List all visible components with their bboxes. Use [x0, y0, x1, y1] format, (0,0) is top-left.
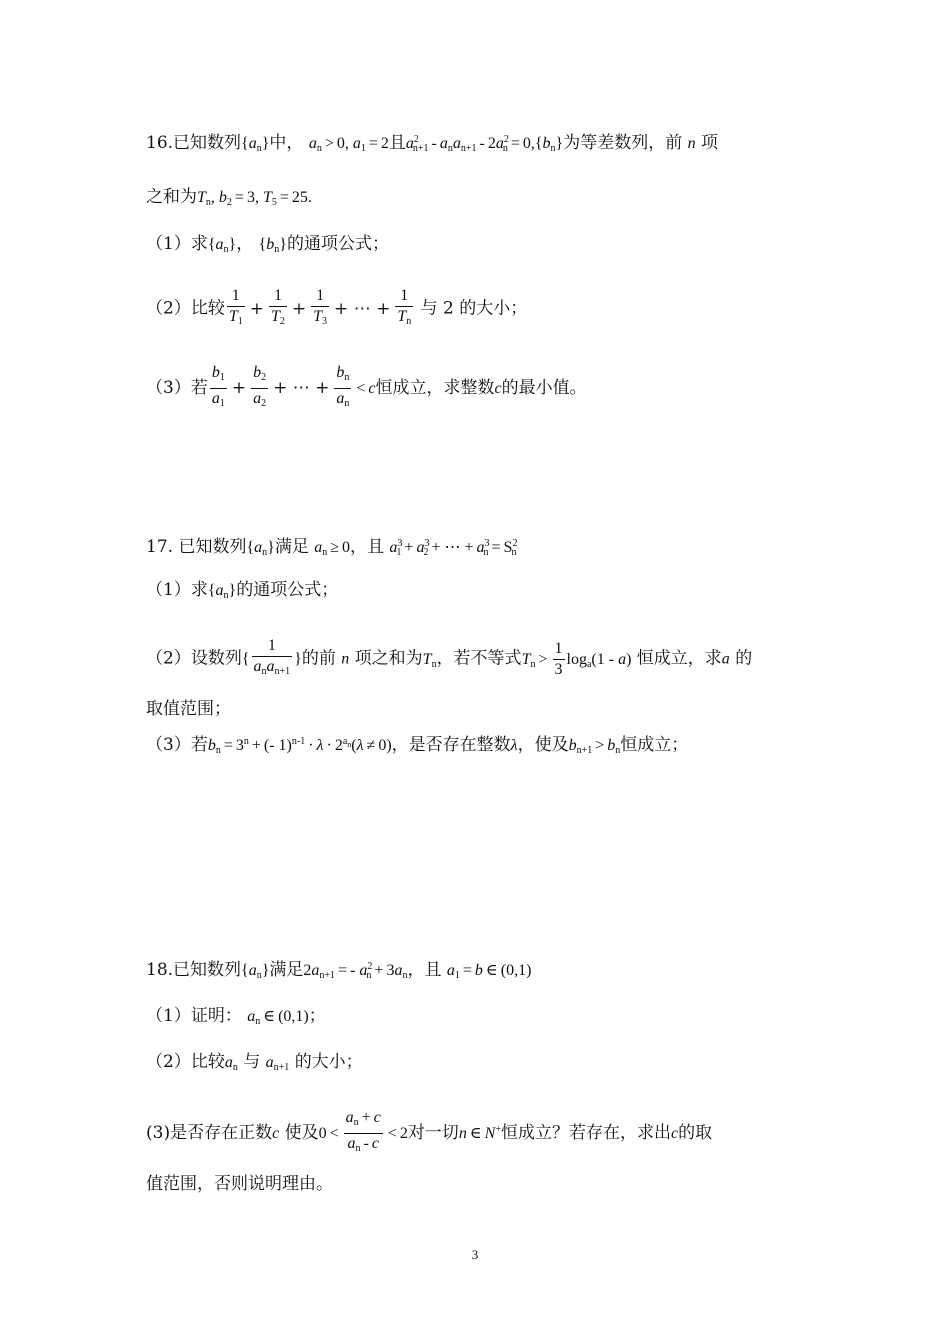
part-text: ； [308, 1006, 326, 1026]
part-text: ，若不等式 [436, 648, 522, 669]
math-fraction: $\frac{1}{a_na_{n+1}}$ [253, 637, 291, 677]
math-n-in-N: n ∈ N+ [458, 1124, 501, 1142]
part-text: 的通项公式； [286, 234, 389, 254]
part-text: 恒成立？若存在，求出 [500, 1123, 671, 1143]
q16-part1 [146, 232, 811, 262]
q17-stem-text: 17. 已知数列 [146, 537, 247, 557]
math-lambda: λ [510, 737, 518, 754]
math-fraction: $\frac{1}{3}$ [554, 639, 563, 678]
math-seq-an: $\{a_n\}$ [241, 135, 270, 154]
q16-stem-text: 之和为 [146, 187, 197, 207]
math-recurrence: $a^2_{n+1} - a_na_{n+1} - 2a^2_n = 0,\{b_n\}$ [405, 134, 564, 154]
math-c: c [670, 1125, 679, 1142]
q17-stem-text: 满足 [274, 537, 309, 557]
q18-part1 [146, 1004, 811, 1034]
q18-stem [146, 955, 811, 988]
part-text: 的取 [678, 1123, 713, 1143]
part-text: 恒成立，求 [636, 648, 722, 669]
math-fraction: $\frac{1}{T_1}$ [228, 287, 243, 327]
math-condition: $a_n > 0$, $a_1 = 2$ [308, 135, 389, 154]
q18-part3 [146, 1108, 811, 1159]
math-recurrence: $2a_{n+1}$ = - $a^2_n + 3a_n$ [303, 961, 408, 981]
math-an1: $a_{n+1}$ [265, 1054, 290, 1073]
math-fraction: $\frac{a_n + c}{a_n - c}$ [345, 1109, 381, 1154]
part-text: 的通项公式； [236, 580, 339, 600]
math-fraction: $\frac{b_1}{a_1}$ [211, 364, 225, 409]
math-tn: $T_n$ [422, 650, 437, 670]
part-text: 恒成立，求整数 [375, 378, 495, 398]
q16-part3: （3）若 $\frac{b_1}{a_1}$ + $\frac{b_2}{a_2}$ + ⋯ + $\frac{b_n}{a_n}$ < c恒成立，求整数c的最小值。 [146, 363, 811, 414]
part-text: 的 [735, 648, 753, 669]
q17-stem-text: ，且 [350, 537, 385, 557]
q18-part2 [146, 1050, 811, 1080]
q16-stem-text: 为等差数列，前 [563, 133, 683, 153]
part-text: 恒成立； [620, 735, 689, 755]
part-text: （1）求 [146, 234, 208, 254]
math-a: a [721, 650, 730, 668]
part-text: （1）证明： [146, 1006, 242, 1026]
q18-stem-text: ，且 [407, 960, 442, 980]
part-text: ，使及 [517, 735, 569, 755]
q17-part2-cont [146, 697, 811, 721]
math-c: c [494, 380, 502, 397]
math-n: n [687, 135, 696, 152]
part-text: (3)是否存在正数 [146, 1123, 273, 1143]
part-text: 与 2 的大小； [420, 298, 528, 319]
part-text: 的前 [301, 648, 336, 669]
q16-stem-text: 且 [388, 133, 406, 153]
q17-part3 [146, 730, 811, 763]
q16-part2: （2）比较 $\frac{1}{T_1}$ + $\frac{1}{T_2}$ + $\frac{1}{T_3}$ + ⋯ + $\frac{1}{T_n}$ 与 2 的大小； [146, 286, 811, 332]
part-text: （2）比较 [146, 298, 225, 319]
math-seq-bn: $\{b_n\}$ [258, 236, 287, 255]
q17-part1 [146, 578, 811, 608]
math-fraction: $\frac{1}{T_2}$ [270, 287, 285, 327]
part-text: （3）若 [146, 735, 208, 755]
part-text: ， [236, 234, 254, 254]
math-lt-c: < c [356, 380, 376, 397]
math-fraction: $\frac{1}{T_n}$ [397, 287, 412, 327]
math-an-nonneg: $a_n \ge 0$ [314, 539, 351, 558]
part-text: （2）比较 [146, 1052, 225, 1072]
q16-stem-text: 16.已知数列 [146, 133, 242, 153]
math-seq-an: $\{a_n\}$ [241, 962, 270, 981]
math-fraction: $\frac{b_2}{a_2}$ [253, 364, 267, 409]
math-an-interval: $a_n$ ∈ (0,1) [247, 1008, 309, 1027]
math-seq-an: $\{a_n\}$ [207, 236, 237, 255]
math-fraction: $\frac{b_n}{a_n}$ [336, 364, 350, 409]
math-an: $a_n$ [224, 1054, 238, 1073]
math-bn-ineq: $b_{n+1} > b_n$ [568, 737, 621, 756]
part-text: （3）若 [146, 378, 208, 398]
part-text: 取值范围； [146, 699, 231, 719]
math-initial: $a_1 = b$ ∈ (0,1) [446, 962, 532, 981]
math-cube-sum: $a^3_1 + a^3_2$ + ⋯ + $a^3_n = S^2_n$ [389, 538, 518, 558]
math-c: c [272, 1125, 280, 1142]
part-text: （1）求 [146, 580, 208, 600]
part-text: 对一切 [407, 1123, 459, 1143]
math-tn: $T_n$ > [521, 650, 548, 670]
math-fraction: $\frac{1}{T_3}$ [313, 287, 328, 327]
math-tn-condition: $T_n$, $b_2 = 3$, $T_5 = 25$. [197, 189, 312, 208]
page-number: 3 [471, 1247, 479, 1262]
math-seq-an: $\{a_n\}$ [207, 582, 237, 601]
part-text: 与 [243, 1052, 261, 1072]
q16-stem-text: 项 [701, 133, 719, 153]
math-ineq-right: < 2 [387, 1125, 408, 1142]
q16-stem-line1 [146, 128, 811, 161]
part-text: 项之和为 [354, 648, 423, 669]
math-n: n [341, 650, 350, 668]
q17-part2: （2）设数列{ $\frac{1}{a_na_{n+1}}$ }的前 n 项之和为$T_n$，若不等式$T_n$ > $\frac{1}{3}$ $\log_a(1 - a)$ 恒成立，求a 的 [146, 636, 811, 687]
q17-stem [146, 532, 811, 565]
part-text: 值范围，否则说明理由。 [146, 1174, 333, 1194]
math-bn-def: $b_n = 3^n$ + (- $1)^{n-1} \cdot \lambda \cdot 2^{a_n}(\lambda \ne 0)$ [207, 736, 392, 756]
q18-part3-cont [146, 1172, 811, 1196]
q18-stem-text: 满足 [269, 960, 304, 980]
part-text: 的大小； [294, 1052, 363, 1072]
math-log: $\log_a(1 - a)$ [566, 650, 632, 670]
q18-stem-text: 18.已知数列 [146, 960, 242, 980]
part-text: ，是否存在整数 [391, 735, 511, 755]
part-text: 的最小值。 [501, 378, 587, 398]
q16-stem-text: 中， [269, 133, 304, 153]
part-text: （2）设数列 [146, 648, 242, 669]
part-text: 使及 [284, 1123, 319, 1143]
q16-stem-line2 [146, 185, 811, 215]
math-ineq-left: 0 < [318, 1125, 339, 1142]
math-seq-an: $\{a_n\}$ [246, 539, 275, 558]
